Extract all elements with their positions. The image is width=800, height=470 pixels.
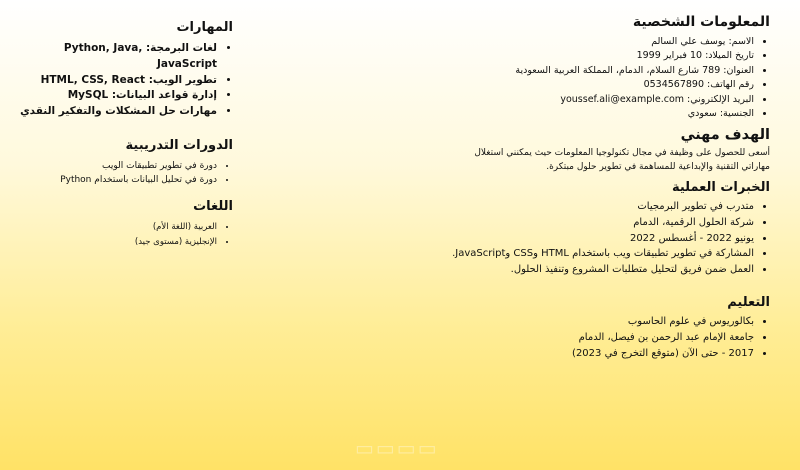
- objective-section: [390, 127, 770, 174]
- personal-nationality: • الجنسية: سعودي: [390, 107, 754, 121]
- experience-role: • متدرب في تطوير البرمجيات: [390, 199, 754, 215]
- skills-heading: المهارات: [176, 20, 233, 35]
- education-university: • جامعة الإمام عبد الرحمن بن فيصل، الدمام: [390, 330, 754, 346]
- side-column: [8, 20, 233, 250]
- personal-info-list: [390, 35, 770, 121]
- personal-address: • العنوان: 789 شارع السلام، الدمام، المملكة العربية السعودية: [390, 64, 754, 78]
- course-item: • دورة في تطوير تطبيقات الويب: [8, 159, 217, 173]
- language-item: • الإنجليزية (مستوى جيد): [8, 235, 217, 250]
- languages-heading: اللغات: [193, 198, 233, 214]
- languages-list: [8, 220, 233, 250]
- experience-task: • المشاركة في تطوير تطبيقات ويب باستخدام HTML وCSS وJavaScript.: [334, 246, 754, 262]
- skill-item: • تطوير الويب: HTML, CSS, React: [8, 73, 217, 89]
- education-heading: التعليم: [727, 295, 770, 311]
- experience-tasks: [334, 246, 770, 277]
- personal-info-heading: المعلومات الشخصية: [632, 14, 770, 30]
- experience-task: • العمل ضمن فريق لتحليل متطلبات المشروع وتنفيذ الحلول.: [334, 262, 754, 278]
- languages-section: [8, 199, 233, 250]
- main-column: [390, 14, 770, 362]
- courses-list: [8, 159, 233, 187]
- experience-period: • يونيو 2022 - أغسطس 2022: [390, 231, 754, 247]
- skill-item: • إدارة قواعد البيانات: MySQL: [8, 88, 217, 104]
- skill-item: • مهارات حل المشكلات والتفكير النقدي: [8, 104, 217, 120]
- courses-heading: الدورات التدريبية: [125, 137, 233, 153]
- education-section: [390, 295, 770, 362]
- education-list: [390, 314, 770, 362]
- objective-heading: الهدف مهني: [680, 127, 770, 144]
- personal-birthdate: • تاريخ الميلاد: 10 فبراير 1999: [390, 49, 754, 63]
- experience-heading: الخبرات العملية: [671, 180, 770, 196]
- personal-name: • الاسم: يوسف علي السالم: [390, 35, 754, 49]
- experience-company: • شركة الحلول الرقمية، الدمام: [390, 215, 754, 231]
- experience-section: [390, 180, 770, 277]
- education-period: • 2017 - حتى الآن (متوقع التخرج في 2023): [390, 346, 754, 362]
- language-item: • العربية (اللغة الأم): [8, 220, 217, 235]
- skills-list: [8, 41, 233, 120]
- courses-section: [8, 138, 233, 187]
- personal-phone: • رقم الهاتف: 0534567890: [390, 78, 754, 92]
- experience-list: [390, 199, 770, 246]
- skill-item: • لغات البرمجة: Python, Java, JavaScript: [8, 41, 217, 73]
- objective-text: أسعى للحصول على وظيفة في مجال تكنولوجيا المعلومات حيث يمكنني استغلال مهاراتي التقنية والإبداعية للمساهمة في تطوير حلول مبتكرة.: [474, 148, 770, 172]
- education-degree: • بكالوريوس في علوم الحاسوب: [390, 314, 754, 330]
- personal-info-section: [390, 14, 770, 121]
- personal-email: • البريد الإلكتروني: youssef.ali@example.com: [390, 93, 754, 107]
- skills-section: [8, 20, 233, 120]
- course-item: • دورة في تحليل البيانات باستخدام Python: [8, 173, 217, 187]
- watermark-logo: ▭▭▭▭: [355, 436, 439, 460]
